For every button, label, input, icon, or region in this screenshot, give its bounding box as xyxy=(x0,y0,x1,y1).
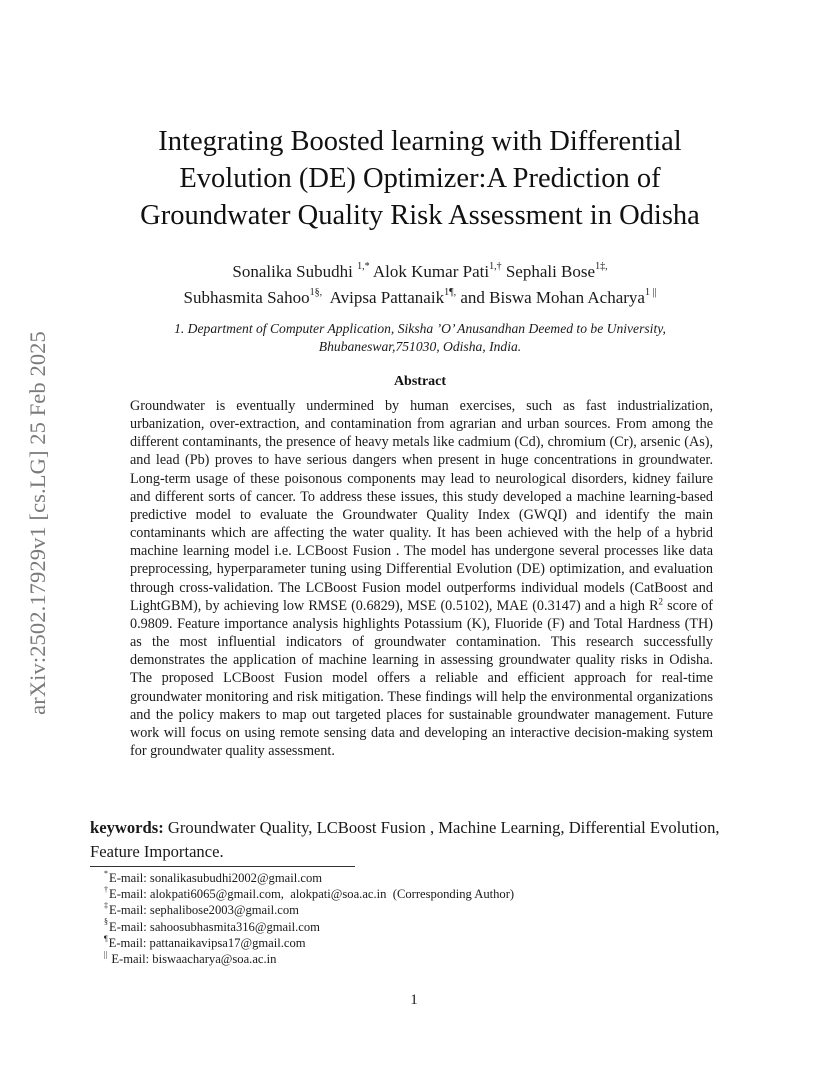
footnote-text: E-mail: alokpati6065@gmail.com, alokpati@soa.ac.in (Corresponding Author) xyxy=(109,887,515,902)
keywords-text: Groundwater Quality, LCBoost Fusion , Machine Learning, Differential Evolution, Feature Importance. xyxy=(90,818,720,861)
footnote xyxy=(104,935,744,951)
abstract-text xyxy=(130,397,713,760)
author-line xyxy=(96,285,744,311)
footnote xyxy=(104,919,744,935)
footnote xyxy=(104,951,744,967)
affiliation-line: 1. Department of Computer Application, Siksha ’O’ Anusandhan Deemed to be University, xyxy=(174,321,666,336)
abstract-text-part: Groundwater is eventually undermined by human exercises, such as fast industrialization, urbanization, over-extraction, and contamination from agrarian and urban sources. From among the different contaminants, the presence of heavy metals like cadmium (Cd), chromium (Cr), arsenic (As), and lead (Pb) proves to have serious dangers when present in huge concentrations in groundwater. Long-term usage of these poisonous components may lead to neurological disorders, kidney failure and different sorts of cancer. To address these issues, this study developed a machine learning-based predictive model to evaluate the Groundwater Quality Index (GWQI) and identify the main contaminants which are affecting the water quality. It has been achieved with the help of a hybrid machine learning model i.e. LCBoost Fusion . The model has undergone several processes like data preprocessing, hyperparameter tuning using Differential Evolution (DE) optimization, and evaluation through cross-validation. The LCBoost Fusion model outperforms individual models (CatBoost and LightGBM), by achieving low RMSE (0.6829), MSE (0.5102), MAE (0.3147) and a high R xyxy=(130,398,713,614)
footnote-text: E-mail: sonalikasubudhi2002@gmail.com xyxy=(109,871,323,885)
abstract-superscript: 2 xyxy=(658,595,664,606)
author-affiliation-mark: 1§, xyxy=(309,287,323,299)
footnotes xyxy=(104,870,744,967)
author-line xyxy=(96,259,744,285)
author-name: Alok Kumar Pati xyxy=(372,262,490,281)
arxiv-identifier-text: arXiv:2502.17929v1 [cs.LG] 25 Feb 2025 xyxy=(25,331,51,715)
author-affiliation-mark: 1,* xyxy=(357,261,370,273)
page-number: 1 xyxy=(410,992,418,1008)
author-separator: and xyxy=(456,288,490,307)
footnote xyxy=(104,902,744,918)
abstract-heading: Abstract xyxy=(393,374,447,389)
author-name: Avipsa Pattanaik xyxy=(329,288,445,307)
author-name: Sonalika Subudhi xyxy=(232,262,358,281)
keywords xyxy=(90,816,755,864)
arxiv-identifier xyxy=(18,288,58,758)
footnote-mark: || xyxy=(104,949,108,959)
footnote-text: E-mail: sahoosubhasmita316@gmail.com xyxy=(109,919,320,934)
footnote-divider xyxy=(90,866,355,867)
author-affiliation-mark: 1,† xyxy=(489,261,502,273)
author-affiliation-mark: 1¶, xyxy=(444,287,457,299)
title-line: Integrating Boosted learning with Differential xyxy=(158,126,682,157)
footnote-mark: † xyxy=(104,885,108,895)
keywords-label: keywords: xyxy=(90,818,164,837)
author-name: Biswa Mohan Acharya xyxy=(489,288,645,307)
footnote-text: E-mail: biswaacharya@soa.ac.in xyxy=(108,952,277,967)
author-separator xyxy=(322,288,330,307)
abstract-text-part: score of 0.9809. Feature importance analysis highlights Potassium (K), Fluoride (F) and Total Hardness (TH) as the most influential indicators of groundwater contamination. This research successfully demonstrates the application of machine learning in assessing groundwater quality risks in Odisha. The proposed LCBoost Fusion model offers a reliable and efficient approach for real-time groundwater monitoring and risk mitigation. These findings will help the environmental organizations and the policy makers to map out targeted places for sustainable groundwater management. Future work will focus on using remote sensing data and developing an interactive decision-making system for groundwater quality assessment. xyxy=(130,597,713,759)
author-affiliation-mark: 1‡, xyxy=(595,261,608,273)
affiliation xyxy=(120,320,720,356)
footnote-mark: ¶ xyxy=(104,933,108,943)
paper-title xyxy=(96,123,744,234)
footnote-mark: ‡ xyxy=(104,901,108,911)
author-affiliation-mark: 1 || xyxy=(644,287,657,299)
footnote-mark: § xyxy=(104,917,108,927)
footnote xyxy=(104,886,744,902)
affiliation-line: Bhubaneswar,751030, Odisha, India. xyxy=(318,339,522,354)
title-line: Groundwater Quality Risk Assessment in Odisha xyxy=(140,200,700,231)
author-list xyxy=(96,259,744,311)
author-name: Subhasmita Sahoo xyxy=(183,288,310,307)
footnote xyxy=(104,870,744,886)
author-name: Sephali Bose xyxy=(505,262,596,281)
footnote-text: E-mail: sephalibose2003@gmail.com xyxy=(109,903,299,918)
footnote-text: E-mail: pattanaikavipsa17@gmail.com xyxy=(108,935,306,950)
footnote-mark: * xyxy=(104,868,108,878)
title-line: Evolution (DE) Optimizer:A Prediction of xyxy=(179,163,661,194)
